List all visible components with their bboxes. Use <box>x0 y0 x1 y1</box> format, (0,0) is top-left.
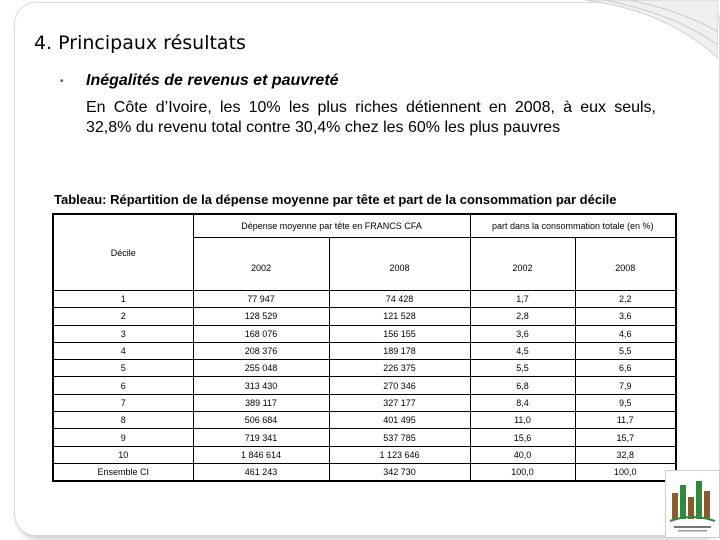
share-2008-cell: 11,7 <box>575 412 676 429</box>
table-row <box>53 377 676 394</box>
year-header-2002-share: 2002 <box>470 238 575 291</box>
expense-2008-cell: 74 428 <box>329 291 470 308</box>
year-header-2008-expense: 2008 <box>329 238 470 291</box>
year-header-2008-share: 2008 <box>575 238 676 291</box>
table-row <box>53 342 676 359</box>
share-2002-cell: 100,0 <box>470 463 575 481</box>
share-2002-cell: 4,5 <box>470 342 575 359</box>
share-2002-cell: 5,5 <box>470 360 575 377</box>
expense-2002-cell: 1 846 614 <box>193 446 329 463</box>
corner-swoosh-decoration <box>585 0 718 60</box>
table-caption: Tableau: Répartition de la dépense moyenne par tête et part de la consommation par décile <box>54 192 617 207</box>
table-row <box>53 360 676 377</box>
decile-cell: 4 <box>53 342 193 359</box>
table-header-row-1 <box>53 214 676 238</box>
body-paragraph: En Côte d’Ivoire, les 10% les plus riches détiennent en 2008, à eux seuls, 32,8% du revenu total contre 30,4% chez les 60% les plus pauvres <box>86 99 656 136</box>
table-row <box>53 325 676 342</box>
table-row <box>53 308 676 325</box>
decile-cell: 6 <box>53 377 193 394</box>
section-subtitle: Inégalités de revenus et pauvreté <box>86 72 339 89</box>
share-2002-cell: 40,0 <box>470 446 575 463</box>
expense-2008-cell: 401 495 <box>329 412 470 429</box>
expense-2002-cell: 506 684 <box>193 412 329 429</box>
expense-2002-cell: 168 076 <box>193 325 329 342</box>
share-2008-cell: 100,0 <box>575 463 676 481</box>
decile-cell: 9 <box>53 429 193 446</box>
share-2002-cell: 2,8 <box>470 308 575 325</box>
expense-2002-cell: 461 243 <box>193 463 329 481</box>
share-2008-cell: 6,6 <box>575 360 676 377</box>
table-row <box>53 291 676 308</box>
share-2002-cell: 3,6 <box>470 325 575 342</box>
table-row <box>53 463 676 481</box>
decile-cell: 7 <box>53 394 193 411</box>
decile-table <box>52 213 677 482</box>
expense-2002-cell: 255 048 <box>193 360 329 377</box>
expense-2008-cell: 342 730 <box>329 463 470 481</box>
share-2002-cell: 15,6 <box>470 429 575 446</box>
share-2008-cell: 32,8 <box>575 446 676 463</box>
share-2008-cell: 2,2 <box>575 291 676 308</box>
table-row <box>53 446 676 463</box>
share-2002-cell: 8,4 <box>470 394 575 411</box>
expense-2008-cell: 537 785 <box>329 429 470 446</box>
expense-2008-cell: 327 177 <box>329 394 470 411</box>
expense-2008-cell: 1 123 646 <box>329 446 470 463</box>
expense-group-header: Dépense moyenne par tête en FRANCS CFA <box>193 214 470 238</box>
expense-2008-cell: 156 155 <box>329 325 470 342</box>
table-row <box>53 394 676 411</box>
decile-cell: 1 <box>53 291 193 308</box>
expense-2002-cell: 389 117 <box>193 394 329 411</box>
share-2002-cell: 11,0 <box>470 412 575 429</box>
share-2008-cell: 4,6 <box>575 325 676 342</box>
decile-cell: 5 <box>53 360 193 377</box>
expense-2002-cell: 208 376 <box>193 342 329 359</box>
year-header-2002-expense: 2002 <box>193 238 329 291</box>
share-2002-cell: 6,8 <box>470 377 575 394</box>
decile-cell: 10 <box>53 446 193 463</box>
expense-2008-cell: 226 375 <box>329 360 470 377</box>
expense-2002-cell: 313 430 <box>193 377 329 394</box>
decile-column-header: Décile <box>53 214 193 291</box>
expense-2008-cell: 121 528 <box>329 308 470 325</box>
expense-2008-cell: 270 346 <box>329 377 470 394</box>
decile-cell: 2 <box>53 308 193 325</box>
share-2008-cell: 3,6 <box>575 308 676 325</box>
expense-2002-cell: 128 529 <box>193 308 329 325</box>
expense-2002-cell: 77 947 <box>193 291 329 308</box>
share-2008-cell: 9,5 <box>575 394 676 411</box>
expense-2002-cell: 719 341 <box>193 429 329 446</box>
share-2008-cell: 7,9 <box>575 377 676 394</box>
share-2008-cell: 5,5 <box>575 342 676 359</box>
share-2008-cell: 15,7 <box>575 429 676 446</box>
bullet-icon: • <box>60 76 64 87</box>
slide-title: 4. Principaux résultats <box>34 32 246 54</box>
share-group-header: part dans la consommation totale (en %) <box>491 221 654 231</box>
table-row <box>53 429 676 446</box>
expense-2008-cell: 189 178 <box>329 342 470 359</box>
decile-cell: Ensemble CI <box>53 463 193 481</box>
table-row <box>53 412 676 429</box>
share-2002-cell: 1,7 <box>470 291 575 308</box>
decile-cell: 3 <box>53 325 193 342</box>
institute-logo <box>665 470 720 538</box>
decile-cell: 8 <box>53 412 193 429</box>
